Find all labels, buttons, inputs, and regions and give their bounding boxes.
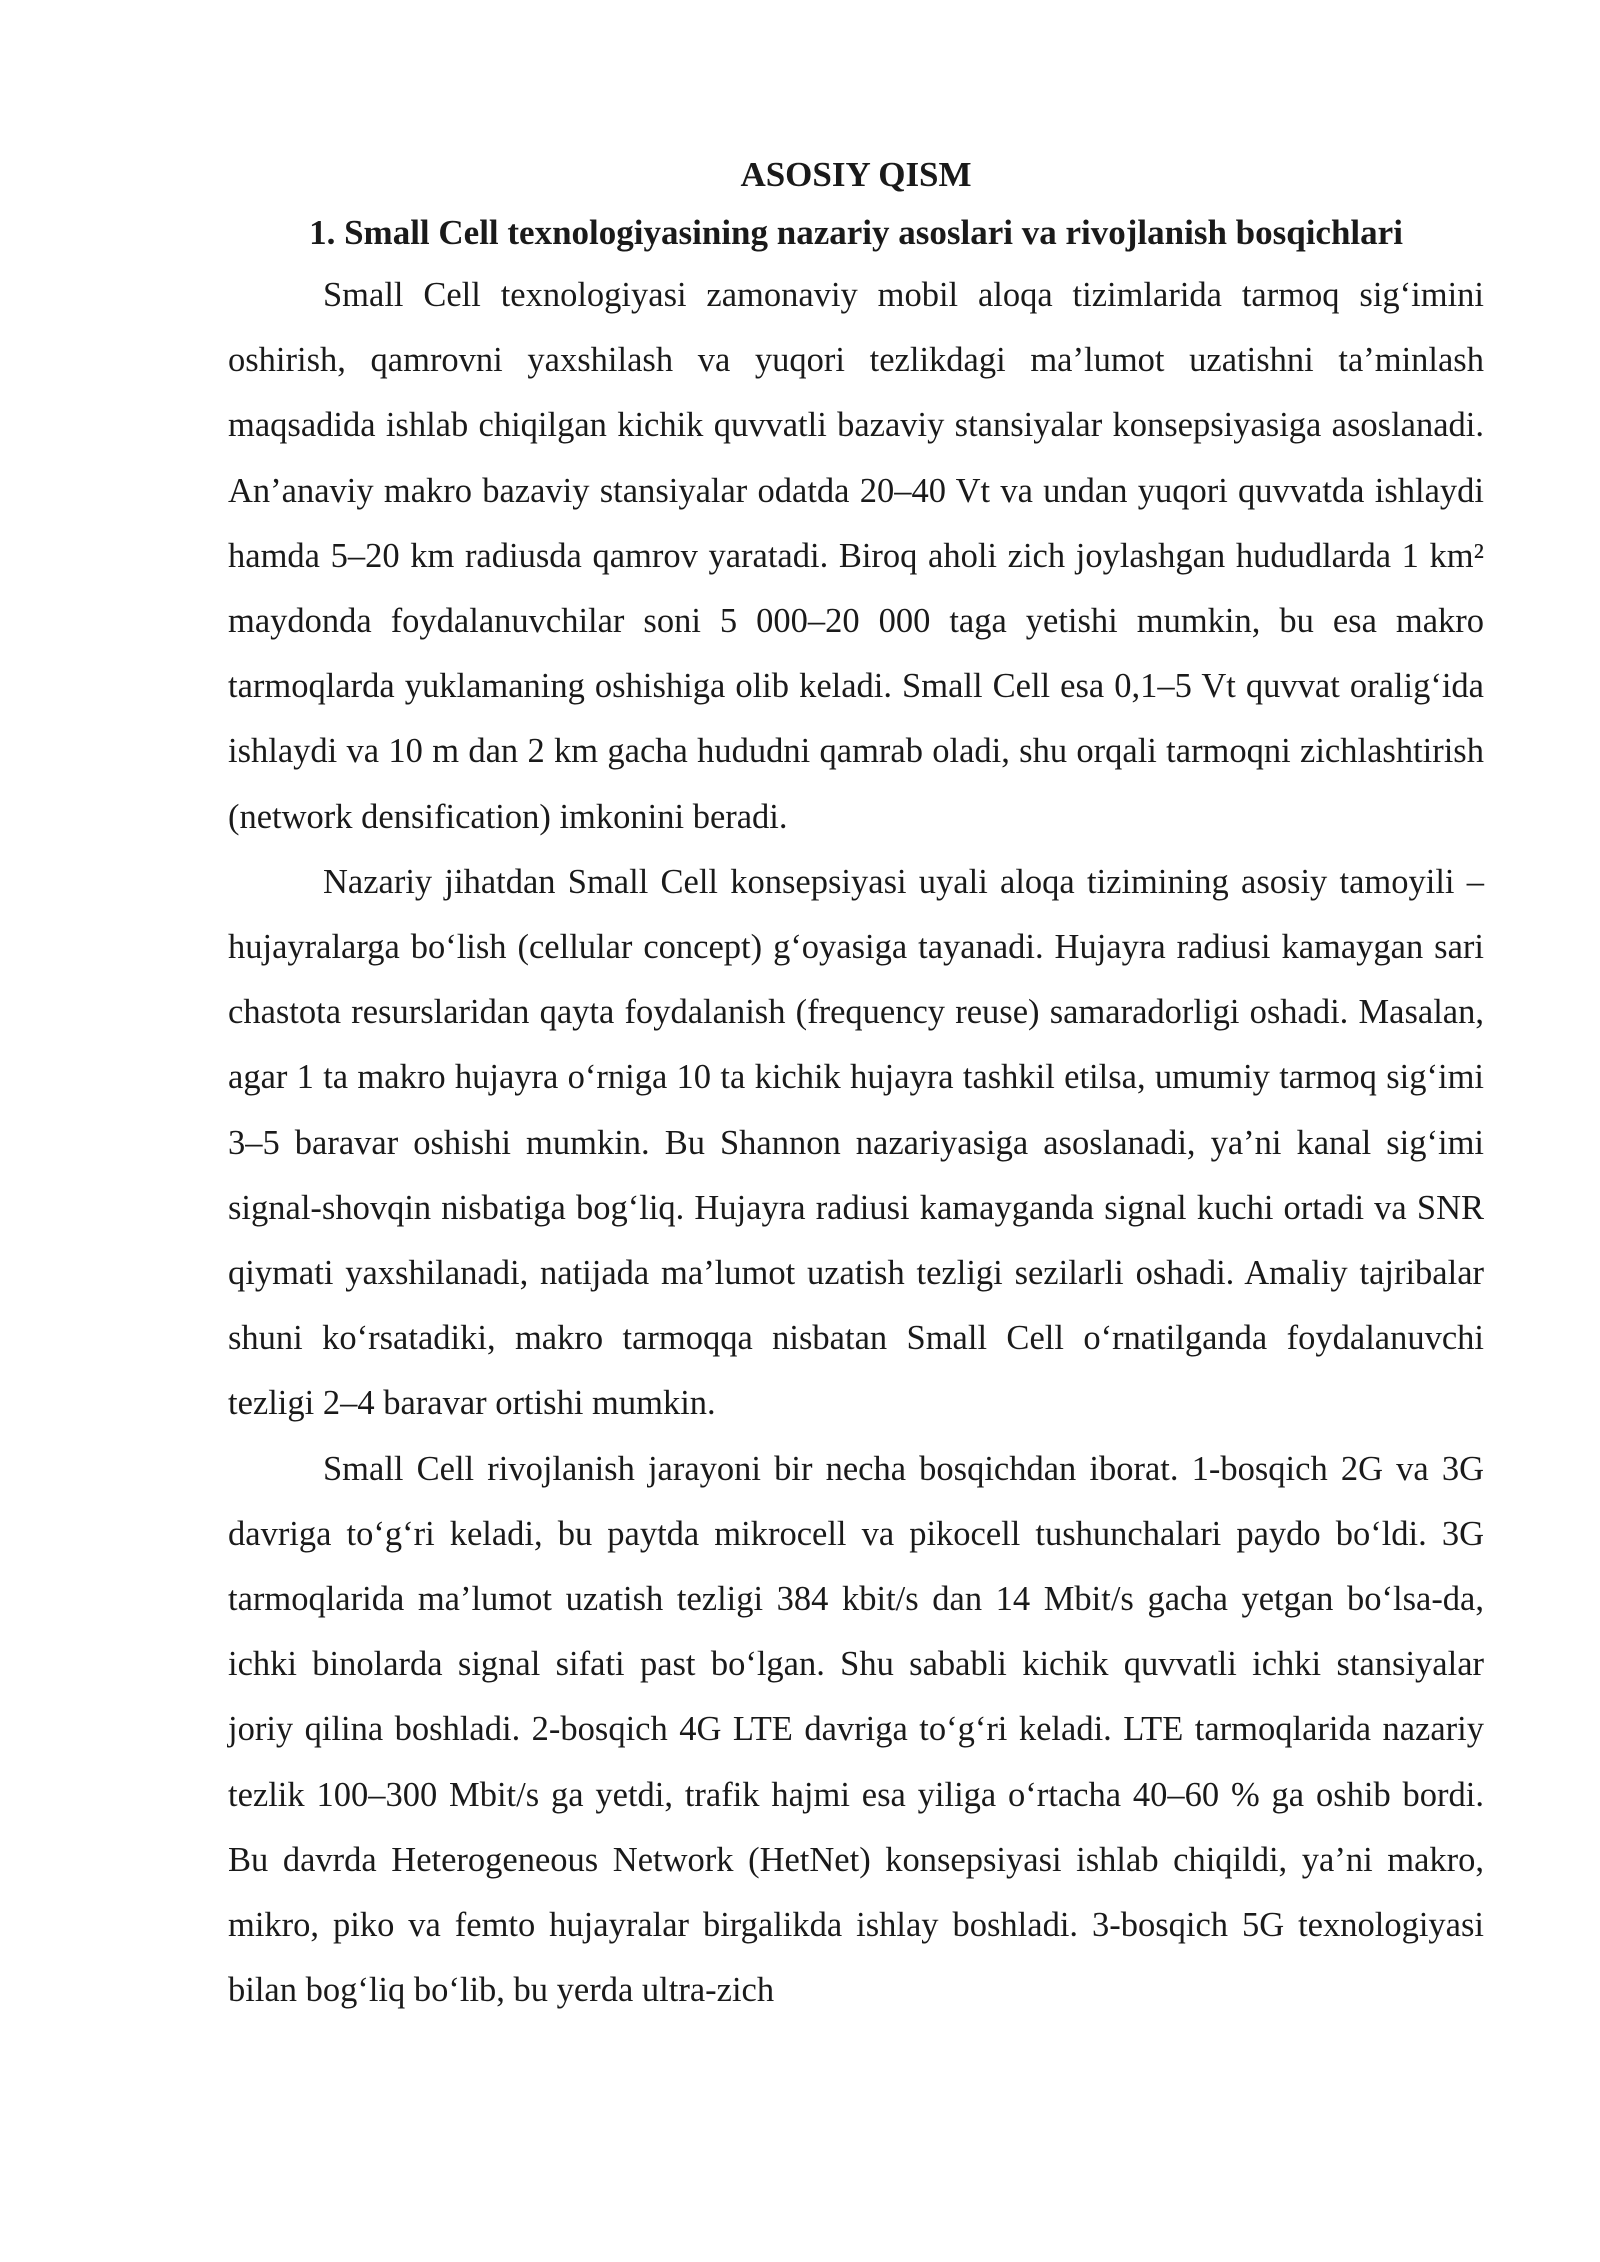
section-title: 1. Small Cell texnologiyasining nazariy asoslari va rivojlanish bosqichlari [309,213,1403,252]
paragraph-2: Nazariy jihatdan Small Cell konsepsiyasi uyali aloqa tizimining asosiy tamoyili – hujayralarga bo‘lish (cellular concept) g‘oyasiga tayanadi. Hujayra radiusi kamaygan sari chastota resurslaridan qayta foydalanish (frequency reuse) samaradorligi oshadi. Masalan, agar 1 ta makro hujayra o‘rniga 10 ta kichik hujayra tashkil etilsa, umumiy tarmoq sig‘imi 3–5 baravar oshishi mumkin. Bu Shannon nazariyasiga asoslanadi, ya’ni kanal sig‘imi signal-shovqin nisbatiga bog‘liq. Hujayra radiusi kamayganda signal kuchi ortadi va SNR qiymati yaxshilanadi, natijada ma’lumot uzatish tezligi sezilarli oshadi. Amaliy tajribalar shuni ko‘rsatadiki, makro tarmoqqa nisbatan Small Cell o‘rnatilganda foydalanuvchi tezligi 2–4 baravar ortishi mumkin. [228,862,1484,1423]
document-page [228,148,1484,2023]
paragraph-3: Small Cell rivojlanish jarayoni bir necha bosqichdan iborat. 1-bosqich 2G va 3G davriga to‘g‘ri keladi, bu paytda mikrocell va pikocell tushunchalari paydo bo‘ldi. 3G tarmoqlarida ma’lumot uzatish tezligi 384 kbit/s dan 14 Mbit/s gacha yetgan bo‘lsa-da, ichki binolarda signal sifati past bo‘lgan. Shu sababli kichik quvvatli ichki stansiyalar joriy qilina boshladi. 2-bosqich 4G LTE davriga to‘g‘ri keladi. LTE tarmoqlarida nazariy tezlik 100–300 Mbit/s ga yetdi, trafik hajmi esa yiliga o‘rtacha 40–60 % ga oshib bordi. Bu davrda Heterogeneous Network (HetNet) konsepsiyasi ishlab chiqildi, ya’ni makro, mikro, piko va femto hujayralar birgalikda ishlay boshladi. 3-bosqich 5G texnologiyasi bilan bog‘liq bo‘lib, bu yerda ultra-zich [228,1449,1484,2010]
document-heading: ASOSIY QISM [740,155,972,194]
paragraph-1: Small Cell texnologiyasi zamonaviy mobil aloqa tizimlarida tarmoq sig‘imini oshirish, qamrovni yaxshilash va yuqori tezlikdagi ma’lumot uzatishni ta’minlash maqsadida ishlab chiqilgan kichik quvvatli bazaviy stansiyalar konsepsiyasiga asoslanadi. An’anaviy makro bazaviy stansiyalar odatda 20–40 Vt va undan yuqori quvvatda ishlaydi hamda 5–20 km radiusda qamrov yaratadi. Biroq aholi zich joylashgan hududlarda 1 km² maydonda foydalanuvchilar soni 5 000–20 000 taga yetishi mumkin, bu esa makro tarmoqlarda yuklamaning oshishiga olib keladi. Small Cell esa 0,1–5 Vt quvvat oralig‘ida ishlaydi va 10 m dan 2 km gacha hududni qamrab oladi, shu orqali tarmoqni zichlashtirish (network densification) imkonini beradi. [228,276,1484,836]
